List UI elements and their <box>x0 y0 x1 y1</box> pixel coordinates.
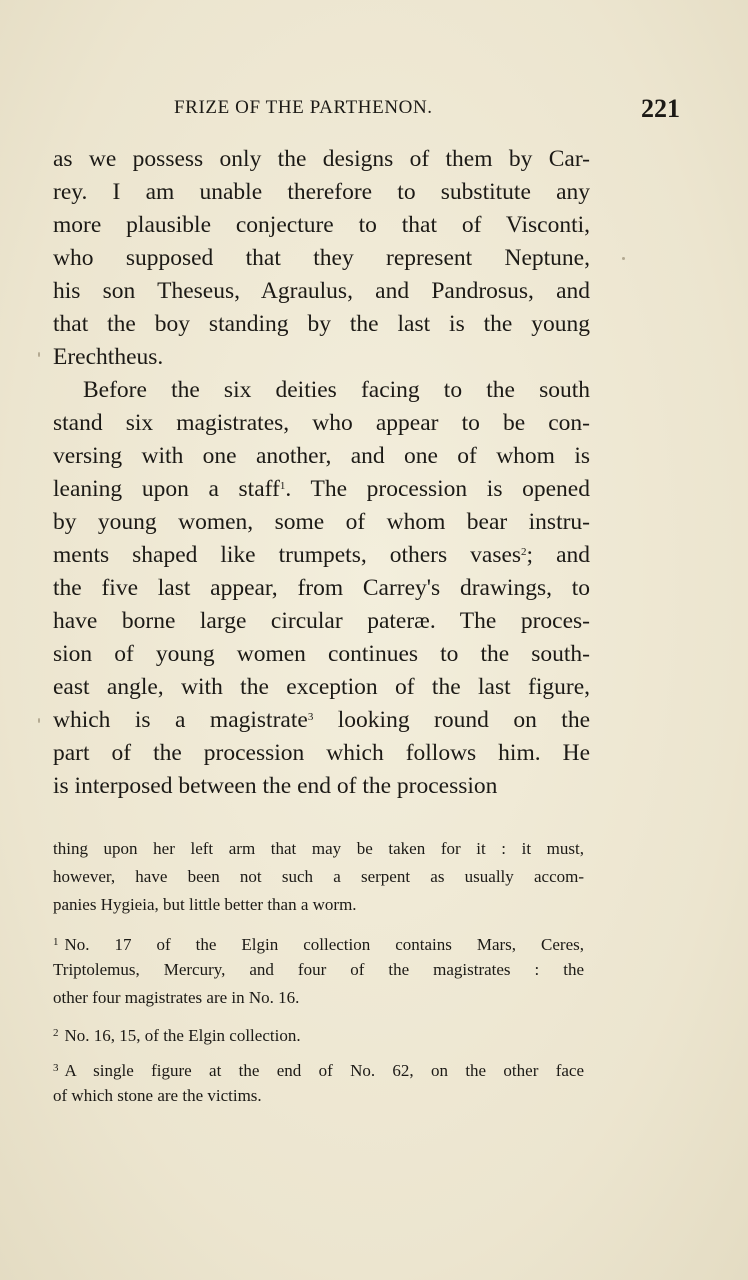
page-number: 221 <box>641 94 680 123</box>
footnote-ref-1: 1 <box>279 480 286 492</box>
footnote-line: Triptolemus, Mercury, and four of the magistrates : the <box>53 960 584 979</box>
running-title: FRIZE OF THE PARTHENON. <box>174 97 433 118</box>
footnote-mark: 3 <box>53 1062 59 1074</box>
footnote-line <box>53 1019 584 1047</box>
footnote-text: No. 17 of the Elgin collection contains Mars, Ceres, <box>64 935 584 954</box>
text-line: stand six magistrates, who appear to be con- <box>53 410 590 436</box>
text-fragment: which is a magistrate <box>53 707 308 733</box>
footnote-text: A single figure at the end of No. 62, on the other face <box>64 1061 584 1080</box>
text-line: the five last appear, from Carrey's drawings, to <box>53 575 590 601</box>
text-line: who supposed that they represent Neptune, <box>53 245 590 271</box>
footnote-line <box>53 1054 584 1082</box>
footnote-line <box>53 928 584 956</box>
footnote-line: thing upon her left arm that may be taken for it : it must, <box>53 839 584 858</box>
text-line-with-note <box>53 704 590 737</box>
text-fragment: ments shaped like trumpets, others vases <box>53 542 522 568</box>
text-line: more plausible conjecture to that of Visconti, <box>53 212 590 238</box>
text-line: east angle, with the exception of the last figure, <box>53 674 590 700</box>
footnote-3 <box>53 1054 584 1110</box>
text-line: versing with one another, and one of whom is <box>53 443 590 469</box>
text-line-with-note <box>53 539 590 572</box>
text-fragment: ; and <box>526 542 590 568</box>
footnote-mark: 1 <box>53 936 59 948</box>
text-line: sion of young women continues to the south- <box>53 641 590 667</box>
text-line: his son Theseus, Agraulus, and Pandrosus, and <box>53 278 590 304</box>
paper-speck <box>38 718 40 723</box>
footnote-2 <box>53 1019 584 1047</box>
text-line: is interposed between the end of the procession <box>53 773 498 799</box>
footnote-mark: 2 <box>53 1027 59 1039</box>
footnote-text: No. 16, 15, of the Elgin collection. <box>64 1026 301 1045</box>
paper-speck <box>38 352 40 357</box>
text-line: have borne large circular pateræ. The proces- <box>53 608 590 634</box>
main-text <box>53 143 590 803</box>
text-line-with-note <box>53 473 590 506</box>
text-fragment: looking round on the <box>313 707 591 733</box>
paper-speck <box>622 257 625 260</box>
text-line: part of the procession which follows him. He <box>53 740 590 766</box>
footnote-line: of which stone are the victims. <box>53 1086 262 1105</box>
footnote-continued <box>53 835 584 919</box>
text-line: Erechtheus. <box>53 344 164 370</box>
text-line: rey. I am unable therefore to substitute any <box>53 179 590 205</box>
footnote-ref-2: 2 <box>521 546 527 558</box>
text-line: that the boy standing by the last is the young <box>53 311 590 337</box>
text-line: by young women, some of whom bear instru- <box>53 509 590 535</box>
footnote-ref-3: 3 <box>307 711 314 723</box>
text-line: as we possess only the designs of them by Car- <box>53 146 590 172</box>
text-fragment: . The procession is opened <box>285 476 590 502</box>
footnote-line: however, have been not such a serpent as usually accom- <box>53 867 584 886</box>
footnote-1 <box>53 928 584 1012</box>
footnote-line: panies Hygieia, but little better than a worm. <box>53 895 357 914</box>
text-line: Before the six deities facing to the south <box>83 377 590 403</box>
footnote-line: other four magistrates are in No. 16. <box>53 988 300 1007</box>
text-fragment: leaning upon a staff <box>53 476 280 502</box>
footnotes <box>53 835 584 1117</box>
